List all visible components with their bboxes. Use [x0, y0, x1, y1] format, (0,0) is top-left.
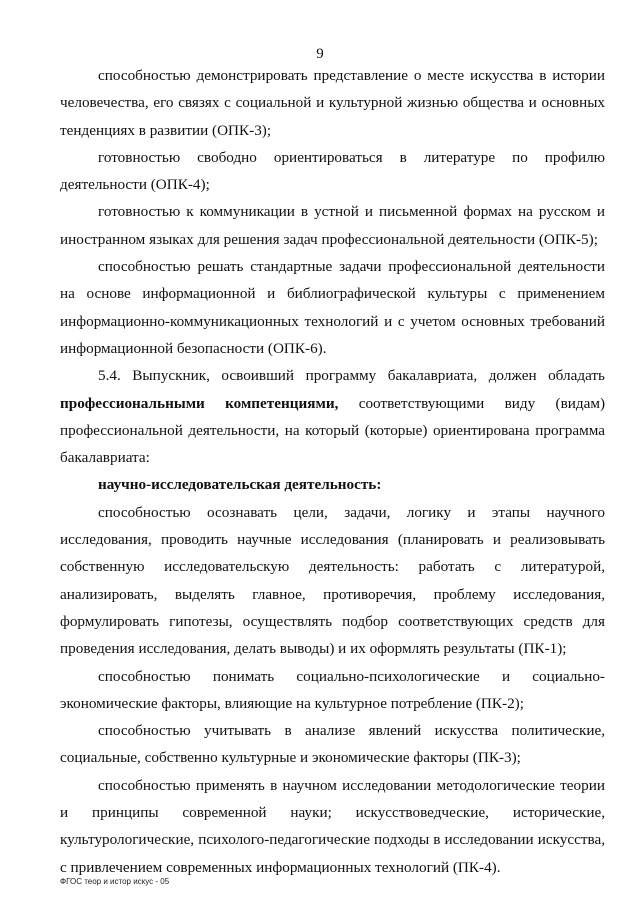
paragraph-pk-3: способностью учитывать в анализе явлений искусства политические, социальные, собственно культурные и экономические факторы (ПК-3); — [60, 722, 605, 767]
paragraph-opk-3: способностью демонстрировать представление о месте искусства в истории человечества, его связях с социальной и культурной жизнью общества и основных тенденциях в развитии (ОПК-3); — [60, 67, 605, 139]
paragraph-pk-2: способностью понимать социально-психологические и социально-экономические факторы, влияющие на культурное потребление (ПК-2); — [60, 667, 605, 712]
page-number: 9 — [316, 46, 324, 62]
section-intro: 5.4. Выпускник, освоивший программу бакалавриата, должен обладать — [98, 367, 605, 385]
activity-heading: научно-исследовательская деятельность: — [98, 476, 382, 494]
paragraph-pk-1: способностью осознавать цели, задачи, логику и этапы научного исследования, проводить научные исследования (планировать и реализовывать собственную исследовательскую деятельность: работать с литературой, анализировать, выделять главное, противоречия, проблему исследования, формулировать гипотезы, осуществлять подбор соответствующих средств для проведения исследования, делать выводы) и их оформлять результаты (ПК-1); — [60, 503, 605, 658]
section-bold-term: профессиональными компетенциями, — [60, 394, 339, 412]
footer-note: ФГОС теор и истор искус - 05 — [60, 877, 170, 886]
paragraph-opk-4: готовностью свободно ориентироваться в литературе по профилю деятельности (ОПК-4); — [60, 148, 605, 194]
paragraph-opk-5: готовностью к коммуникации в устной и письменной формах на русском и иностранном языках для решения задач профессиональной деятельности (ОПК-5); — [60, 203, 605, 248]
document-body — [60, 62, 605, 881]
section-rest: соответствующими виду (видам) профессиональной деятельности, на который (которые) ориентирована программа бакалавриата: — [60, 394, 606, 467]
paragraph-pk-4: способностью применять в научном исследовании методологические теории и принципы современной науки; искусствоведческие, исторические, культурологические, психолого-педагогические подходы в исследовании искусства, с привлечением современных информационных технологий (ПК-4). — [60, 776, 605, 876]
paragraph-opk-6: способностью решать стандартные задачи профессиональной деятельности на основе информационной и библиографической культуры с применением информационно-коммуникационных технологий и с учетом основных требований информационной безопасности (ОПК-6). — [60, 258, 605, 357]
section-5-4 — [60, 362, 605, 471]
